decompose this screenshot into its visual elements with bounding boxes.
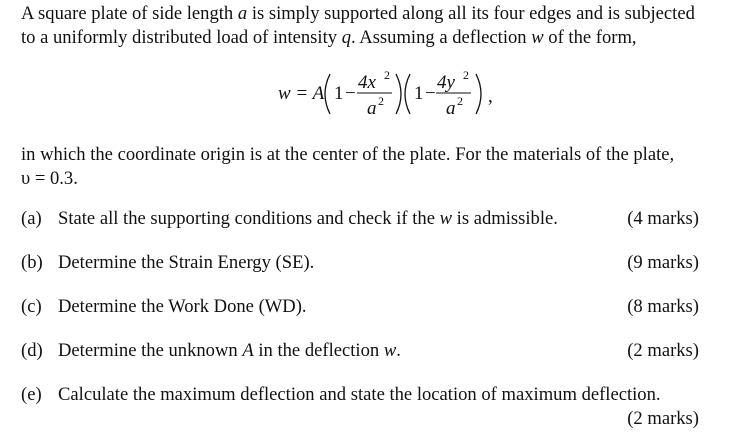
- intro-line-2: [21, 26, 731, 50]
- question-marks: (2 marks): [627, 340, 699, 361]
- var-w: w: [531, 27, 544, 48]
- question-label: (e): [21, 384, 42, 405]
- eq-den-1: a: [367, 98, 377, 119]
- intro-line-1: [21, 2, 731, 26]
- intro-text: to a uniformly distributed load of intensity: [21, 27, 342, 48]
- question-marks: (2 marks): [627, 408, 699, 429]
- eq-den-exp-2: 2: [457, 94, 463, 108]
- eq-minus-1: −: [345, 83, 356, 104]
- question-marks: (4 marks): [627, 208, 699, 229]
- eq-one-1: 1: [334, 83, 344, 104]
- question-text: Calculate the maximum deflection and state the location of maximum deflection.: [58, 384, 661, 405]
- material-statement: [21, 143, 731, 191]
- question-text: Determine the Work Done (WD).: [58, 296, 307, 317]
- intro-text: is simply supported along all its four edges and is subjected: [247, 3, 695, 24]
- question-label: (c): [21, 296, 42, 317]
- eq-one-2: 1: [414, 83, 424, 104]
- var-a: a: [237, 3, 248, 24]
- question-text: State all the supporting conditions and check if the w is admissible.: [58, 208, 558, 229]
- question-marks: (8 marks): [627, 296, 699, 317]
- eq-lhs: w = A: [278, 83, 325, 104]
- paren-left-2: [405, 74, 410, 114]
- poisson-ratio: υ = 0.3.: [21, 168, 78, 189]
- question-text: Determine the Strain Energy (SE).: [58, 252, 315, 273]
- question-text: Determine the unknown A in the deflection w.: [58, 340, 401, 361]
- eq-minus-2: −: [425, 83, 436, 104]
- question-label: (b): [21, 252, 43, 273]
- paren-left-1: [325, 74, 330, 114]
- question-marks: (9 marks): [627, 252, 699, 273]
- problem-statement: [21, 2, 731, 50]
- eq-den-2: a: [446, 98, 456, 119]
- intro-text: . Assuming a deflection: [351, 27, 532, 48]
- eq-exp-1: 2: [384, 68, 390, 82]
- eq-trailing-comma: ,: [488, 86, 493, 107]
- material-line-1: in which the coordinate origin is at the center of the plate. For the materials of the plate,: [21, 144, 675, 165]
- intro-text: A square plate of side length: [21, 3, 238, 24]
- paren-right-1: [396, 74, 401, 114]
- question-label: (a): [21, 208, 42, 229]
- paren-right-2: [476, 74, 481, 114]
- intro-text: of the form,: [543, 27, 637, 48]
- var-q: q: [341, 27, 351, 48]
- equation-graphic: [272, 62, 512, 122]
- eq-num-1: 4x: [358, 72, 376, 93]
- eq-exp-2: 2: [463, 68, 469, 82]
- question-label: (d): [21, 340, 43, 361]
- eq-num-2: 4y: [437, 72, 455, 93]
- eq-den-exp-1: 2: [378, 94, 384, 108]
- deflection-equation: [272, 62, 512, 122]
